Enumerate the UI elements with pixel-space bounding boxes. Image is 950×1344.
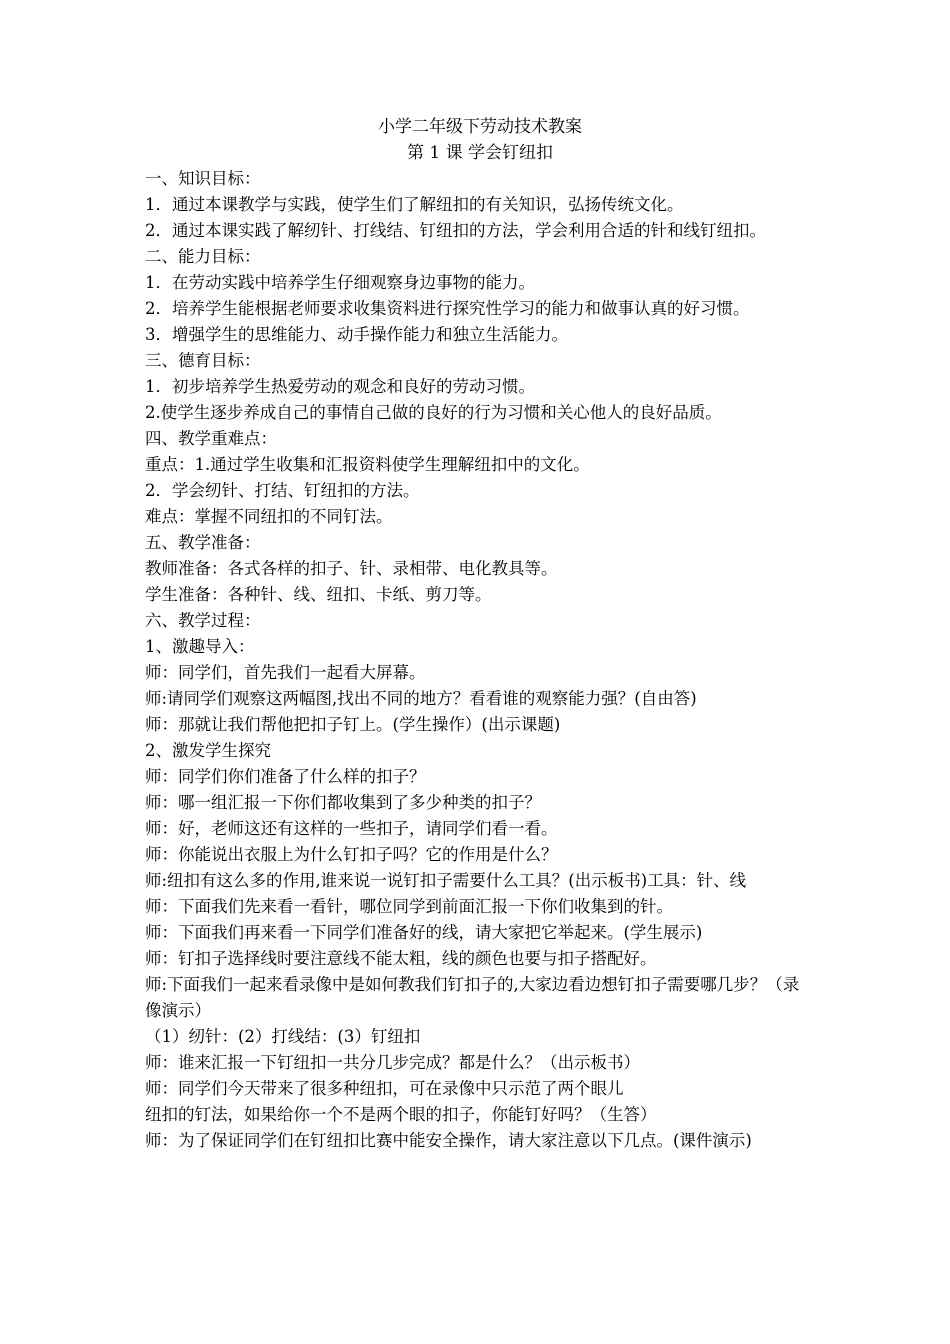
body-line: 师：为了保证同学们在钉纽扣比赛中能安全操作，请大家注意以下几点。(课件演示) [145,1131,752,1150]
body-line: 师：哪一组汇报一下你们都收集到了多少种类的扣子？ [145,793,541,812]
body-line: 师:请同学们观察这两幅图,找出不同的地方？看看谁的观察能力强？(自由答) [145,689,697,708]
body-line: 师：同学们今天带来了很多种纽扣，可在录像中只示范了两个眼儿 [145,1079,624,1098]
body-line: 师：同学们你们准备了什么样的扣子？ [145,767,426,786]
body-line: 师:纽扣有这么多的作用,谁来说一说钉扣子需要什么工具？(出示板书)工具：针、线 [145,871,747,890]
body-line: 2、激发学生探究 [145,741,271,760]
body-line: 二、能力目标： [145,247,261,266]
body-line: 重点：1.通过学生收集和汇报资料使学生理解纽扣中的文化。 [145,455,590,474]
body-line: 五、教学准备： [145,533,261,552]
document-body [145,166,815,1154]
body-line: 3．增强学生的思维能力、动手操作能力和独立生活能力。 [145,325,568,344]
body-line: 六、教学过程： [145,611,261,630]
body-line: 教师准备：各式各样的扣子、针、录相带、电化教具等。 [145,559,558,578]
body-line: 1．初步培养学生热爱劳动的观念和良好的劳动习惯。 [145,377,535,396]
body-line: 师:下面我们一起来看录像中是如何教我们钉扣子的,大家边看边想钉扣子需要哪几步？（录像演示） [145,975,800,1020]
body-line: 1．通过本课教学与实践，使学生们了解纽扣的有关知识，弘扬传统文化。 [145,195,684,214]
lesson-plan-page [145,114,815,1154]
body-line: 师：同学们，首先我们一起看大屏幕。 [145,663,426,682]
body-line: 师：钉扣子选择线时要注意线不能太粗，线的颜色也要与扣子搭配好。 [145,949,657,968]
body-line: 2．通过本课实践了解纫针、打线结、钉纽扣的方法，学会利用合适的针和线钉纽扣。 [145,221,766,240]
body-line: 师：下面我们先来看一看针，哪位同学到前面汇报一下你们收集到的针。 [145,897,673,916]
body-line: 师：那就让我们帮他把扣子钉上。(学生操作）(出示课题) [145,715,561,734]
body-line: 一、知识目标： [145,169,261,188]
body-line: 纽扣的钉法，如果给你一个不是两个眼的扣子，你能钉好吗？（生答） [145,1105,657,1124]
body-line: 师：下面我们再来看一下同学们准备好的线，请大家把它举起来。(学生展示) [145,923,703,942]
body-line: 1、激趣导入： [145,637,255,656]
body-line: 1．在劳动实践中培养学生仔细观察身边事物的能力。 [145,273,535,292]
document-title: 小学二年级下劳动技术教案 [378,117,582,137]
body-line: 2．学会纫针、打结、钉纽扣的方法。 [145,481,420,500]
body-line: 师：谁来汇报一下钉纽扣一共分几步完成？都是什么？（出示板书） [145,1053,640,1072]
body-line: （1）纫针：(2）打线结：(3）钉纽扣 [145,1027,421,1046]
body-line: 四、教学重难点： [145,429,277,448]
body-line: 三、德育目标： [145,351,261,370]
body-line: 师：你能说出衣服上为什么钉扣子吗？它的作用是什么？ [145,845,558,864]
body-line: 师：好，老师这还有这样的一些扣子，请同学们看一看。 [145,819,558,838]
body-line: 学生准备：各种针、线、纽扣、卡纸、剪刀等。 [145,585,492,604]
lesson-subtitle: 第 1 课 学会钉纽扣 [406,143,554,163]
body-line: 2.使学生逐步养成自己的事情自己做的良好的行为习惯和关心他人的良好品质。 [145,403,722,422]
body-line: 2．培养学生能根据老师要求收集资料进行探究性学习的能力和做事认真的好习惯。 [145,299,750,318]
body-line: 难点：掌握不同纽扣的不同钉法。 [145,507,393,526]
